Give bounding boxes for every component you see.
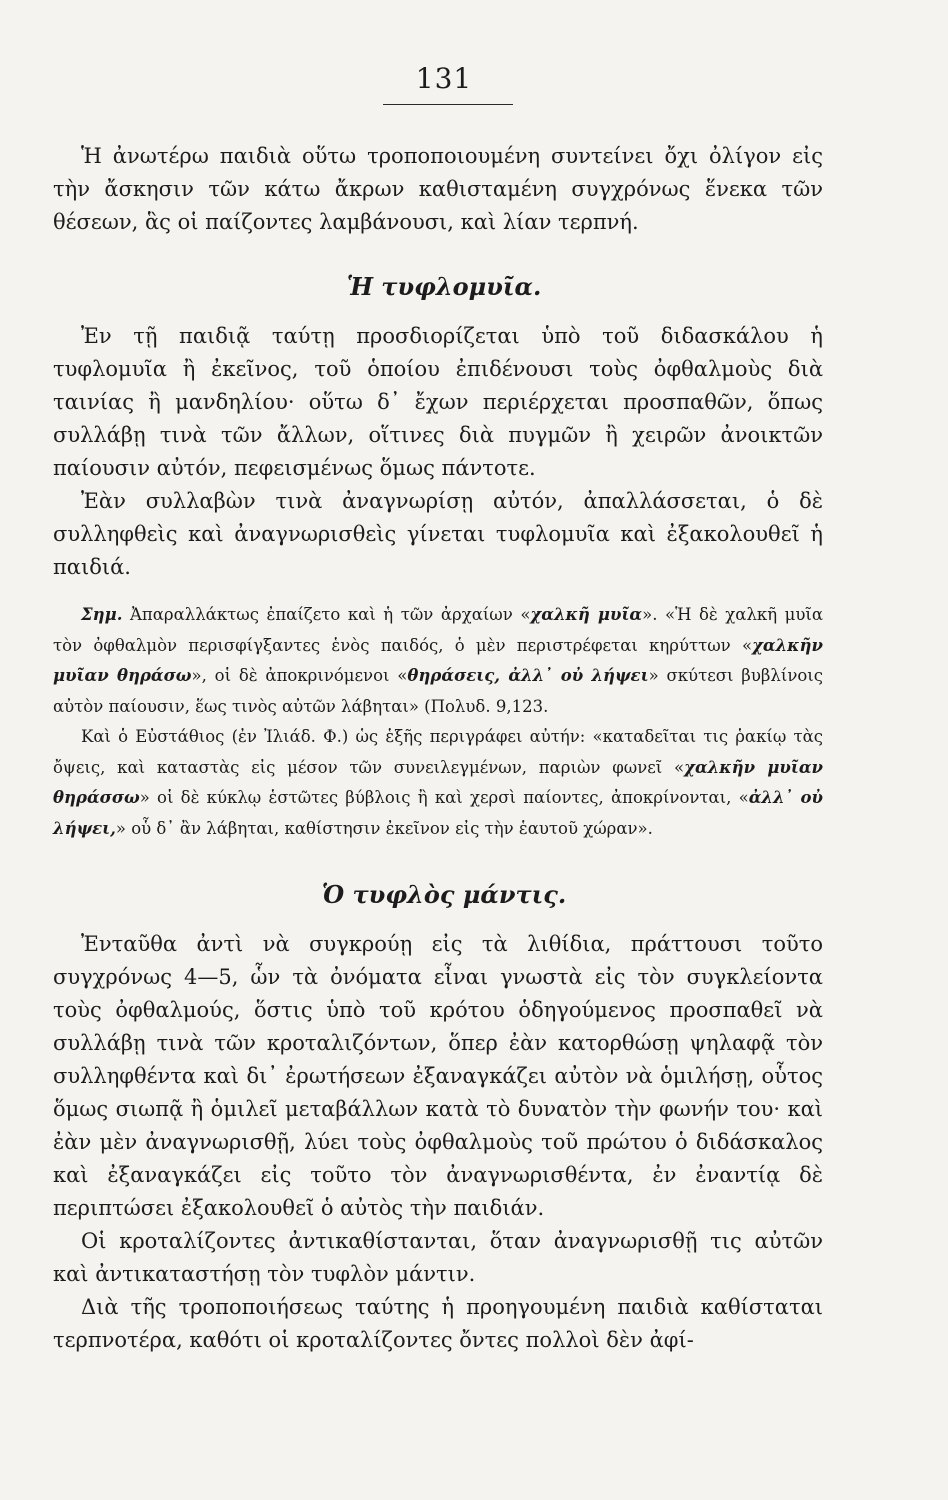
section2-paragraph-1: Ἐνταῦθα ἀντὶ νὰ συγκρούῃ εἰς τὰ λιθίδια, πράττουσι τοῦτο συγχρόνως 4—5, ὧν τὰ ὀνόματα εἶναι γνωστὰ εἰς τὸν συγκλείοντα τοὺς ὀφθαλμούς, ὅστις ὑπὸ τοῦ κρότου ὁδηγούμενος προσπαθεῖ νὰ συλλάβῃ τινὰ τῶν κροταλιζόντων, ὅπερ ἐὰν κατορθώσῃ ψηλαφᾷ τὸν συλληφθέντα καὶ δι᾽ ἐρωτήσεων ἐξαναγκάζει αὐτὸν νὰ ὁμιλήσῃ, οὗτος ὅμως σιωπᾷ ἢ ὁμιλεῖ μεταβάλλων κατὰ τὸ δυνατὸν τὴν φωνήν του· καὶ ἐὰν μὲν ἀναγνωρισθῇ, λύει τοὺς ὀφθαλμοὺς τοῦ πρώτου ὁ διδάσκαλος καὶ ἐξαναγκάζει εἰς τοῦτο τὸν ἀναγνωρισθέντα, ἐν ἐναντίᾳ δὲ περιπτώσει ἐξακολουθεῖ ὁ αὐτὸς τὴν παιδιάν. [53,932,823,1220]
page-number: 131 [415,62,473,95]
section2-paragraph-2: Οἱ κροταλίζοντες ἀντικαθίστανται, ὅταν ἀναγνωρισθῇ τις αὐτῶν καὶ ἀντικαταστήσῃ τὸν τυφλὸν μάντιν. [53,1229,823,1286]
section1-paragraph-2: Ἐὰν συλλαβὼν τινὰ ἀναγνωρίσῃ αὐτόν, ἀπαλλάσσεται, ὁ δὲ συλληφθεὶς καὶ ἀναγνωρισθεὶς γίνεται τυφλομυῖα καὶ ἐξακολουθεῖ ἡ παιδιά. [53,489,823,579]
header-rule [383,104,513,105]
footnote-block [53,600,823,844]
footnote-text: ». «Ἡ δὲ χαλκῆ μυῖα τὸν ὀφθαλμὸν περισφίγξαντες ἑνὸς παιδός, ὁ μὲν περιστρέφεται κηρύττων « [53,605,823,655]
footnote-quote: χαλκῆν μυῖαν θηράσσω [53,757,823,807]
footnote-text: » σκύτεσι βυβλίνοις αὐτὸν παίουσιν, ἕως τινὸς αὐτῶν λάβηται» (Πολυδ. 9,123. [53,666,823,716]
section-heading-tyflos-mantis: Ὁ τυφλὸς μάντις. [321,880,567,909]
section1-body [53,320,823,584]
footnote-text: Ἀπαραλλάκτως ἐπαίζετο καὶ ἡ τῶν ἀρχαίων « [130,605,531,624]
footnote-paragraph-2 [53,722,823,844]
footnote-quote: ἀλλ᾽ οὐ λήψει, [53,788,823,838]
section1-paragraph-1: Ἐν τῇ παιδιᾷ ταύτῃ προσδιορίζεται ὑπὸ τοῦ διδασκάλου ἡ τυφλομυῖα ἢ ἐκεῖνος, τοῦ ὁποίου ἐπιδένουσι τοὺς ὀφθαλμοὺς διὰ ταινίας ἢ μανδηλίου· οὕτω δ᾽ ἔχων περιέρχεται προσπαθῶν, ὅπως συλλάβῃ τινὰ τῶν ἄλλων, οἵτινες διὰ πυγμῶν ἢ χειρῶν ἀνοικτῶν παίουσιν αὐτόν, πεφεισμένως ὅμως πάντοτε. [53,324,823,480]
footnote-quote: χαλκῆ μυῖα [530,605,643,624]
intro-paragraph: Ἡ ἀνωτέρω παιδιὰ οὕτω τροποποιουμένη συντείνει ὄχι ὀλίγον εἰς τὴν ἄσκησιν τῶν κάτω ἄκρων καθισταμένη συγχρόνως ἕνεκα τῶν θέσεων, ἃς οἱ παίζοντες λαμβάνουσι, καὶ λίαν τερπνή. [53,144,823,234]
footnote-quote: θηράσεις, ἀλλ᾽ οὐ λήψει [407,666,649,685]
footnote-text: » οἱ δὲ κύκλῳ ἑστῶτες βύβλοις ἢ καὶ χερσὶ παίοντες, ἀποκρίνονται, « [139,788,749,807]
footnote-text: », οἱ δὲ ἀποκρινόμενοι « [191,666,408,685]
footnote-text: » οὗ δ᾽ ἂν λάβηται, καθίστησιν ἐκεῖνον εἰς τὴν ἑαυτοῦ χώραν». [115,818,653,838]
footnote-label: Σημ. [81,605,123,624]
section2-paragraph-3: Διὰ τῆς τροποποιήσεως ταύτης ἡ προηγουμένη παιδιὰ καθίσταται τερπνοτέρα, καθότι οἱ κροταλίζοντες ὄντες πολλοὶ δὲν ἀφί- [53,1295,823,1352]
footnote-quote: χαλκῆν μυῖαν θηράσω [53,635,823,685]
intro-block [53,140,823,239]
section2-body [53,928,823,1357]
footnote-paragraph-1 [53,600,823,722]
section-heading-tyflomyia: Ἡ τυφλομυῖα. [346,272,542,301]
footnote-text: Καὶ ὁ Εὐστάθιος (ἐν Ἰλιάδ. Φ.) ὡς ἑξῆς περιγράφει αὐτήν: «καταδεῖται τις ῥακίῳ τὰς ὄψεις, καὶ καταστὰς εἰς μέσον τῶν συνειλεγμένων, παριὼν φωνεῖ « [53,727,823,777]
